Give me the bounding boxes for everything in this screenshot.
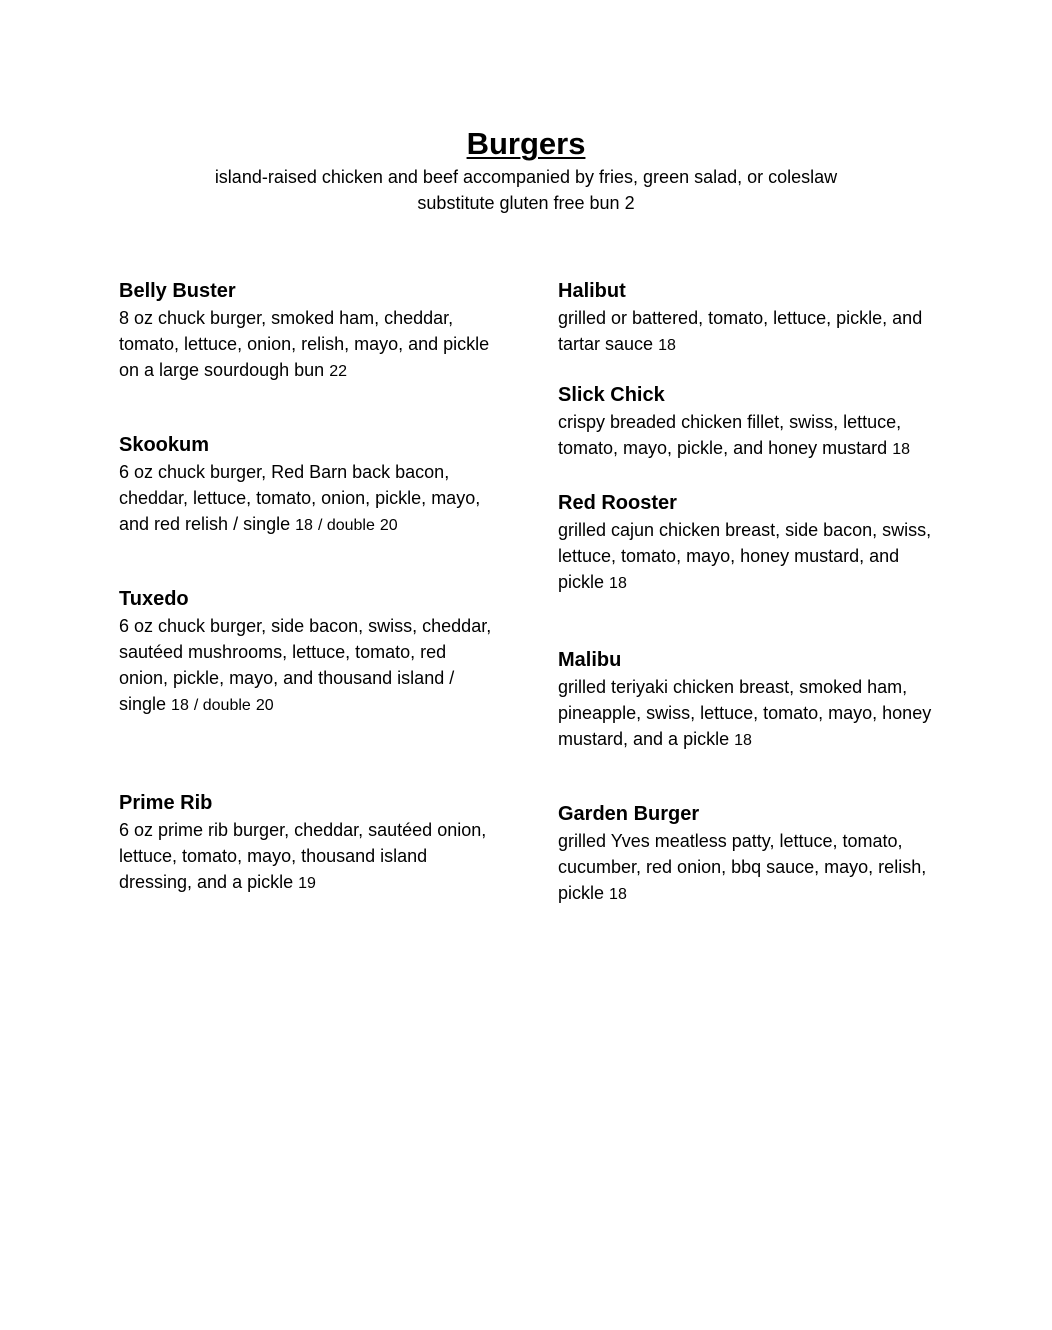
item-description: [558, 828, 948, 908]
menu-item-skookum: [119, 432, 499, 539]
item-price: 18: [295, 517, 313, 534]
menu-item-malibu: [558, 647, 948, 754]
description-text: 8 oz chuck burger, smoked ham, cheddar, tomato, lettuce, onion, relish, mayo, and pickle on a large sourdough bun: [119, 308, 490, 380]
menu-item-halibut: [558, 278, 948, 359]
item-name: Skookum: [119, 434, 210, 456]
item-price: 18: [658, 337, 676, 354]
item-name: Garden Burger: [558, 803, 700, 825]
description-text: 6 oz prime rib burger, cheddar, sautéed onion, lettuce, tomato, mayo, thousand island dressing, and a pickle: [119, 820, 487, 892]
description-text: grilled teriyaki chicken breast, smoked ham, pineapple, swiss, lettuce, tomato, mayo, honey mustard, and a pickle: [558, 677, 932, 749]
description-text: 6 oz chuck burger, side bacon, swiss, cheddar, sautéed mushrooms, lettuce, tomato, red onion, pickle, mayo, and thousand island / single: [119, 616, 492, 714]
item-price-extra: 20: [379, 517, 398, 534]
item-description: [558, 305, 948, 359]
description-text: 6 oz chuck burger, Red Barn back bacon, cheddar, lettuce, tomato, onion, pickle, mayo, and red relish / single: [119, 462, 481, 534]
menu-item-prime-rib: [119, 790, 499, 897]
item-price: 18: [609, 575, 627, 592]
item-name: Tuxedo: [119, 588, 189, 610]
description-text: grilled cajun chicken breast, side bacon, swiss, lettuce, tomato, mayo, honey mustard, and pickle: [558, 520, 932, 592]
item-description: [119, 305, 499, 385]
item-description: [558, 674, 948, 754]
description-text: grilled or battered, tomato, lettuce, pickle, and tartar sauce: [558, 308, 923, 354]
description-extra: / double: [193, 697, 251, 714]
item-description: [558, 409, 948, 463]
menu-item-tuxedo: [119, 586, 499, 719]
description-text: grilled Yves meatless patty, lettuce, tomato, cucumber, red onion, bbq sauce, mayo, relish, pickle: [558, 831, 927, 903]
item-price: 18: [892, 441, 910, 458]
menu-item-red-rooster: [558, 490, 948, 597]
item-name: Belly Buster: [119, 280, 236, 302]
menu-item-slick-chick: [558, 382, 948, 463]
item-price-extra: 20: [255, 697, 274, 714]
item-price: 18: [734, 732, 752, 749]
page-title: Burgers: [466, 126, 586, 161]
item-price: 18: [609, 886, 627, 903]
item-description: [119, 613, 499, 719]
subtitle-line-1: island-raised chicken and beef accompanied by fries, green salad, or coleslaw: [214, 167, 838, 187]
item-price: 22: [329, 363, 347, 380]
item-name: Red Rooster: [558, 492, 677, 514]
item-price: 18: [171, 697, 189, 714]
item-description: [119, 817, 499, 897]
description-text: crispy breaded chicken fillet, swiss, lettuce, tomato, mayo, pickle, and honey mustard: [558, 412, 902, 458]
menu-item-belly-buster: [119, 278, 499, 385]
description-extra: / double: [317, 517, 375, 534]
item-name: Slick Chick: [558, 384, 665, 406]
item-description: [119, 459, 499, 539]
item-description: [558, 517, 948, 597]
item-price: 19: [298, 875, 316, 892]
item-name: Malibu: [558, 649, 622, 671]
menu-header: [0, 124, 1052, 216]
item-name: Prime Rib: [119, 792, 213, 814]
subtitle-line-2: substitute gluten free bun 2: [417, 193, 635, 213]
item-name: Halibut: [558, 280, 626, 302]
menu-item-garden-burger: [558, 801, 948, 908]
